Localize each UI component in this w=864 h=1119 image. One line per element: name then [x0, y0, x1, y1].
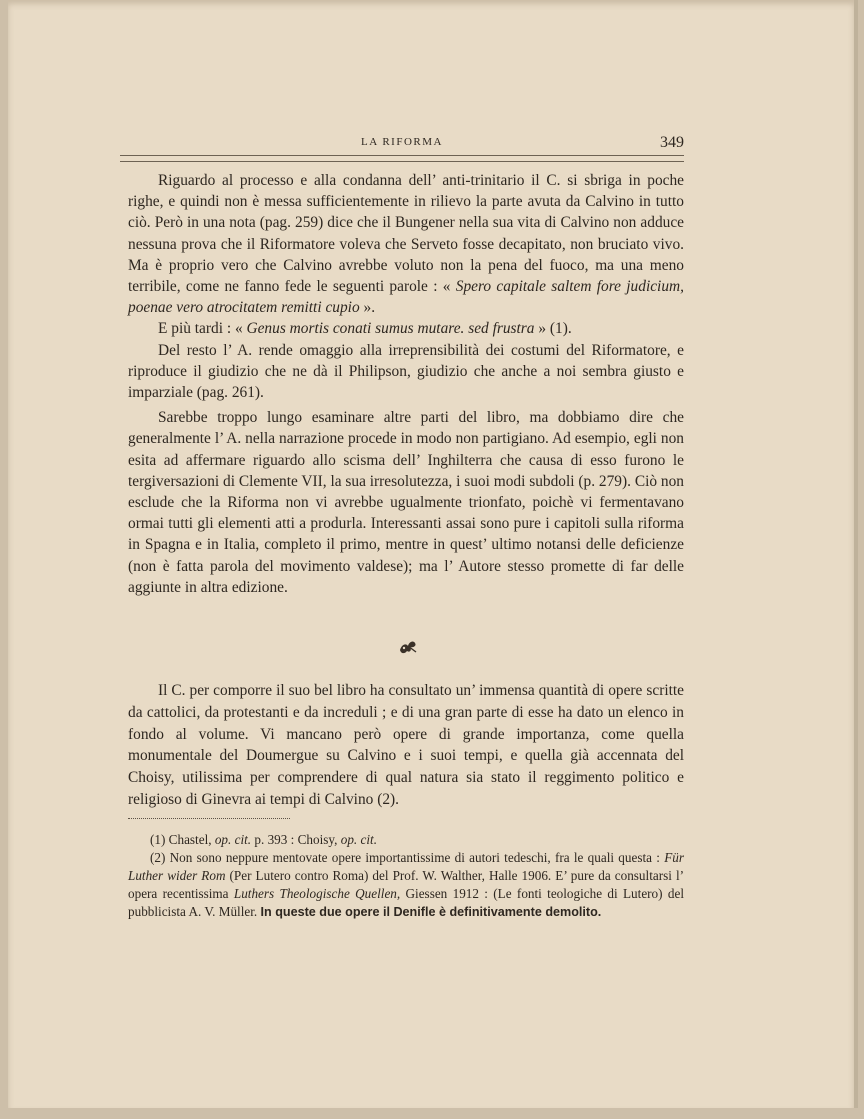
- footnote-1-citation-2: op. cit.: [340, 832, 377, 847]
- paragraph-2-tail: » (1).: [534, 320, 572, 338]
- footnote-1-text: (1) Chastel,: [150, 832, 215, 847]
- paragraph-2-quote: Genus mortis conati sumus mutare. sed frustra: [246, 320, 535, 338]
- paragraph-1-text: Riguardo al processo e alla condanna dell’ anti-trinitario il C. si sbriga in poche righe, e quindi non è messa sufficientemente in rilievo la parte avuta da Calvino in tutto ciò. Però in una nota (pag. 259) dice che il Bungener nella sua vita di Calvino non adduce nessuna prova che il Riformatore voleva che Serveto fosse decapitato, non bruciato vivo. Ma è proprio vero che Calvino avrebbe voluto non la pena del fuoco, ma una meno terribile, come ne fanno fede le seguenti parole : «: [128, 172, 684, 296]
- paragraph-3: Del resto l’ A. rende omaggio alla irreprensibilità dei costumi del Riformatore, e riproduce il giudizio che ne dà il Philipson, giudizio che anche a noi sembra giusto e imparziale (pag. 261).: [128, 341, 684, 402]
- footnote-2-title-2: Luthers Theologische Quellen,: [233, 886, 401, 901]
- footnote-1: [128, 831, 684, 849]
- footnote-1-citation-1: op. cit.: [214, 832, 252, 847]
- footnote-2-tail: Giessen 1912 : (Le fonti teologiche di Lutero) del pubblicista A. V. Müller.: [128, 886, 684, 919]
- floral-ornament-icon: [396, 636, 420, 656]
- header-rule: [120, 155, 684, 162]
- page-number: 349: [660, 134, 684, 151]
- paragraph-4: Sarebbe troppo lungo esaminare altre parti del libro, ma dobbiamo dire che generalmente l’ A. nella narrazione procede in modo non partigiano. Ad esempio, egli non esita ad affermare riguardo allo scisma dell’ Inghilterra che causa di esso furono le tergiversazioni di Clemente VII, la sua irresolutezza, i suoi modi subdoli (p. 279). Ciò non esclude che la Riforma non vi avrebbe ugualmente trionfato, poichè vi fermentavano ormai tutti gli elementi atti a produrla. Interessanti assai sono pure i capitoli sulla riforma in Spagna e in Italia, completo il primo, mentre in quest’ ultimo notansi delle deficienze (non è fatta parola del movimento valdese); ma l’ Autore stesso promette di far delle aggiunte in altra edizione.: [128, 409, 684, 596]
- paragraph-1-tail: ».: [359, 299, 376, 317]
- footnote-2-middle: (Per Lutero contro Roma) del Prof. W. Walther, Halle 1906. E’ pure da consultarsi l’ opera recentissima: [128, 868, 684, 901]
- footnotes: [128, 831, 684, 921]
- body-section-2: [128, 680, 684, 811]
- footnote-2-text: (2) Non sono neppure mentovate opere importantissime di autori tedeschi, fra le quali questa :: [150, 850, 665, 865]
- body-section-1: [128, 170, 684, 598]
- footnote-2-bold-tail: In queste due opere il Denifle è definitivamente demolito.: [260, 905, 602, 919]
- paragraph-1-quote: Spero capitale saltem fore judicium, poenae vero atrocitatem remitti cupio: [128, 278, 684, 317]
- paragraph-1: [128, 170, 684, 318]
- paragraph-2-text: E più tardi : «: [158, 320, 247, 338]
- footnote-2-title-1: Für Luther wider Rom: [128, 850, 684, 883]
- footnote-1-middle: p. 393 : Choisy,: [251, 832, 341, 847]
- footnote-2: [128, 849, 684, 921]
- paragraph-2: [128, 318, 684, 339]
- footnote-rule: [128, 818, 290, 819]
- paragraph-5: Il C. per comporre il suo bel libro ha consultato un’ immensa quantità di opere scritte da cattolici, da protestanti e da increduli ; e di una gran parte di esse ha dato un elenco in fondo al volume. Vi mancano però opere di grande importanza, come quella monumentale del Doumergue su Calvino e i suoi tempi, e quella già accennata del Choisy, utilissima per comprendere di qual natura sia stato il reggimento politico e religioso di Ginevra ai tempi di Calvino (2).: [128, 682, 684, 808]
- running-title: LA RIFORMA: [361, 136, 443, 148]
